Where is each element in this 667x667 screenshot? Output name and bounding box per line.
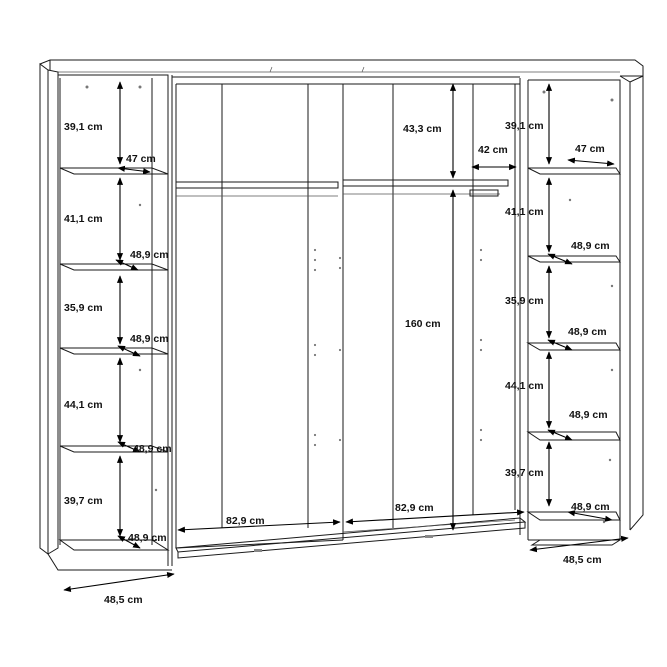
right-depth-3: 48,9 cm: [569, 409, 608, 421]
right-height-1: 39,1 cm: [505, 120, 544, 132]
center-adjust-holes: [314, 249, 482, 446]
right-height-4: 44,1 cm: [505, 380, 544, 392]
clothes-rails: [176, 180, 508, 196]
left-height-4: 44,1 cm: [64, 399, 103, 411]
center-width-right: 82,9 cm: [395, 502, 434, 514]
left-height-1: 39,1 cm: [64, 121, 103, 133]
wardrobe-drawing: [40, 60, 643, 570]
left-depth-2: 48,9 cm: [130, 333, 169, 345]
center-width-left: 82,9 cm: [226, 515, 265, 527]
right-height-3: 35,9 cm: [505, 295, 544, 307]
right-height-2: 41,1 cm: [505, 206, 544, 218]
center-hanging-height: 160 cm: [405, 318, 441, 330]
right-depth-2: 48,9 cm: [568, 326, 607, 338]
left-height-5: 39,7 cm: [64, 495, 103, 507]
center-rail-height: 43,3 cm: [403, 123, 442, 135]
left-height-3: 35,9 cm: [64, 302, 103, 314]
right-depth-top: 47 cm: [575, 143, 605, 155]
left-height-2: 41,1 cm: [64, 213, 103, 225]
left-depth-top: 47 cm: [126, 153, 156, 165]
center-rail-depth: 42 cm: [478, 144, 508, 156]
right-height-5: 39,7 cm: [505, 467, 544, 479]
right-width: 48,5 cm: [563, 554, 602, 566]
left-depth-1: 48,9 cm: [130, 249, 169, 261]
left-depth-3: 48,9 cm: [133, 443, 172, 455]
left-width: 48,5 cm: [104, 594, 143, 606]
left-depth-4: 48,9 cm: [128, 532, 167, 544]
right-depth-4: 48,9 cm: [571, 501, 610, 513]
right-depth-1: 48,9 cm: [571, 240, 610, 252]
